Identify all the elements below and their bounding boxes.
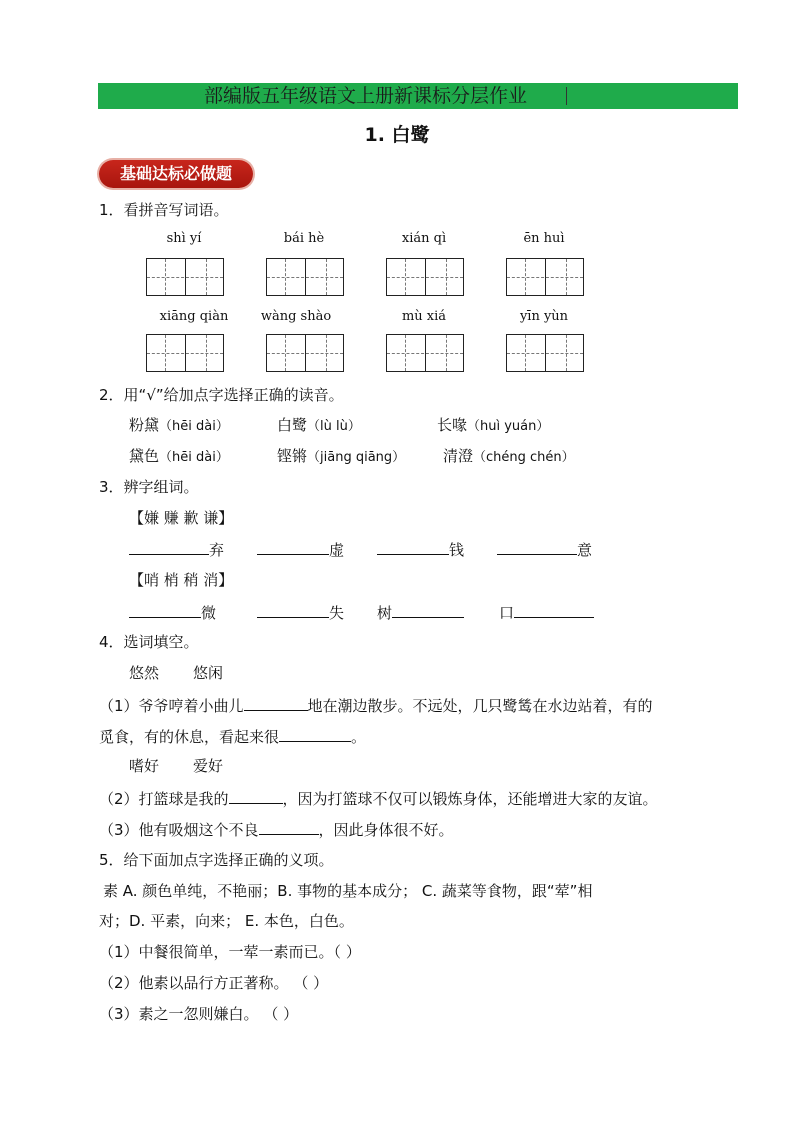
answer-blank[interactable] <box>259 818 319 835</box>
header-banner <box>98 83 738 109</box>
q5-sentence-1[interactable]: （1）中餐很简单，一荤一素而已。（ ） <box>99 943 361 961</box>
q1-prompt: 1．看拼音写词语。 <box>99 201 229 219</box>
q5-sentence-3[interactable]: （3）素之一忽则嫌白。 （ ） <box>99 1005 299 1023</box>
word-blank <box>377 538 464 560</box>
sentence-text: （3）他有吸烟这个不良 <box>99 821 259 839</box>
pinyin-label: mù xiá <box>401 309 447 324</box>
reading-options[interactable]: （jiāng qiāng） <box>307 450 406 465</box>
q4-sentence-1 <box>99 694 653 716</box>
sentence-text: （2）打篮球是我的 <box>99 790 229 808</box>
answer-blank[interactable] <box>129 601 201 618</box>
answer-blank[interactable] <box>229 787 283 804</box>
writing-grid[interactable] <box>386 334 464 372</box>
word-char: 钱 <box>449 541 465 559</box>
q4-prompt: 4．选词填空。 <box>99 633 199 651</box>
answer-blank[interactable] <box>279 725 351 742</box>
reading-options[interactable]: （lù lù） <box>307 419 361 434</box>
sentence-text: （1）爷爷哼着小曲儿 <box>99 697 244 715</box>
q2-prompt: 2．用“√”给加点字选择正确的读音。 <box>99 386 344 404</box>
word-blank <box>257 601 344 623</box>
reading-options[interactable]: （hēi dài） <box>159 419 229 434</box>
definition-line: 素 A. 颜色单纯，不艳丽；B. 事物的基本成分； C. 蔬菜等食物，跟“荤”相 <box>103 882 593 900</box>
pinyin-label: shì yí <box>166 231 202 246</box>
q5-prompt: 5．给下面加点字选择正确的义项。 <box>99 851 334 869</box>
word-blank <box>499 601 594 623</box>
section-badge: 基础达标必做题 <box>99 160 253 188</box>
writing-grid[interactable] <box>266 334 344 372</box>
answer-blank[interactable] <box>514 601 594 618</box>
answer-blank[interactable] <box>244 694 308 711</box>
reading-word: 清澄 <box>443 447 474 465</box>
reading-item <box>129 446 229 468</box>
word-char: 虚 <box>329 541 345 559</box>
word-blank <box>497 538 592 560</box>
answer-blank[interactable] <box>129 538 209 555</box>
answer-blank[interactable] <box>497 538 577 555</box>
reading-word: 铿锵 <box>277 447 308 465</box>
reading-item <box>437 415 549 437</box>
word-char: 弃 <box>209 541 225 559</box>
writing-grid[interactable] <box>146 258 224 296</box>
word-char: 意 <box>577 541 593 559</box>
answer-blank[interactable] <box>377 538 449 555</box>
sentence-text: 地在潮边散步。不远处，几只鹭鸶在水边站着，有的 <box>307 697 653 715</box>
sentence-text: 。 <box>351 728 367 746</box>
reading-options[interactable]: （huì yuán） <box>467 419 550 434</box>
word-char: 口 <box>499 604 515 622</box>
word-choice: 爱好 <box>193 757 224 775</box>
pinyin-label: wàng shào <box>260 309 332 324</box>
answer-blank[interactable] <box>257 538 329 555</box>
char-group-2: 【哨 梢 稍 消】 <box>129 571 234 589</box>
sentence-text: ，因为打篮球不仅可以锻炼身体，还能增进大家的友谊。 <box>282 790 658 808</box>
word-blank <box>377 601 464 623</box>
word-char: 微 <box>201 604 217 622</box>
word-blank <box>257 538 344 560</box>
banner-cursor <box>566 87 567 105</box>
word-choice: 悠然 <box>129 664 160 682</box>
reading-options[interactable]: （chéng chén） <box>473 450 575 465</box>
lesson-title: 1. 白鹭 <box>364 124 430 146</box>
q4-sentence-2 <box>99 787 658 809</box>
word-char: 树 <box>377 604 393 622</box>
reading-item <box>443 446 575 468</box>
word-blank <box>129 601 216 623</box>
writing-grid[interactable] <box>386 258 464 296</box>
reading-options[interactable]: （hēi dài） <box>159 450 229 465</box>
writing-grid[interactable] <box>506 334 584 372</box>
q5-sentence-2[interactable]: （2）他素以品行方正著称。 （ ） <box>99 974 329 992</box>
sentence-text: 觅食，有的休息，看起来很 <box>99 728 280 746</box>
q4-sentence-1-cont <box>99 725 366 747</box>
reading-item <box>277 446 405 468</box>
pinyin-label: xián qì <box>401 231 447 246</box>
reading-word: 白鹭 <box>277 416 308 434</box>
q4-sentence-3 <box>99 818 454 840</box>
pinyin-label: yīn yùn <box>519 309 569 324</box>
pinyin-label: bái hè <box>283 231 325 246</box>
writing-grid[interactable] <box>506 258 584 296</box>
sentence-text: ，因此身体很不好。 <box>318 821 454 839</box>
answer-blank[interactable] <box>257 601 329 618</box>
writing-grid[interactable] <box>146 334 224 372</box>
answer-blank[interactable] <box>392 601 464 618</box>
word-choice: 悠闲 <box>193 664 224 682</box>
reading-item <box>129 415 229 437</box>
q3-prompt: 3．辨字组词。 <box>99 478 199 496</box>
word-choice: 嗜好 <box>129 757 160 775</box>
pinyin-label: xiāng qiàn <box>159 309 229 324</box>
char-group-1: 【嫌 赚 歉 谦】 <box>129 509 234 527</box>
reading-item <box>277 415 361 437</box>
word-char: 失 <box>329 604 345 622</box>
reading-word: 长喙 <box>437 416 468 434</box>
banner-text: 部编版五年级语文上册新课标分层作业 <box>204 85 528 107</box>
reading-word: 黛色 <box>129 447 160 465</box>
pinyin-label: ēn huì <box>523 231 565 246</box>
definition-line: 对；D. 平素，向来； E. 本色，白色。 <box>99 912 354 930</box>
writing-grid[interactable] <box>266 258 344 296</box>
reading-word: 粉黛 <box>129 416 160 434</box>
word-blank <box>129 538 224 560</box>
